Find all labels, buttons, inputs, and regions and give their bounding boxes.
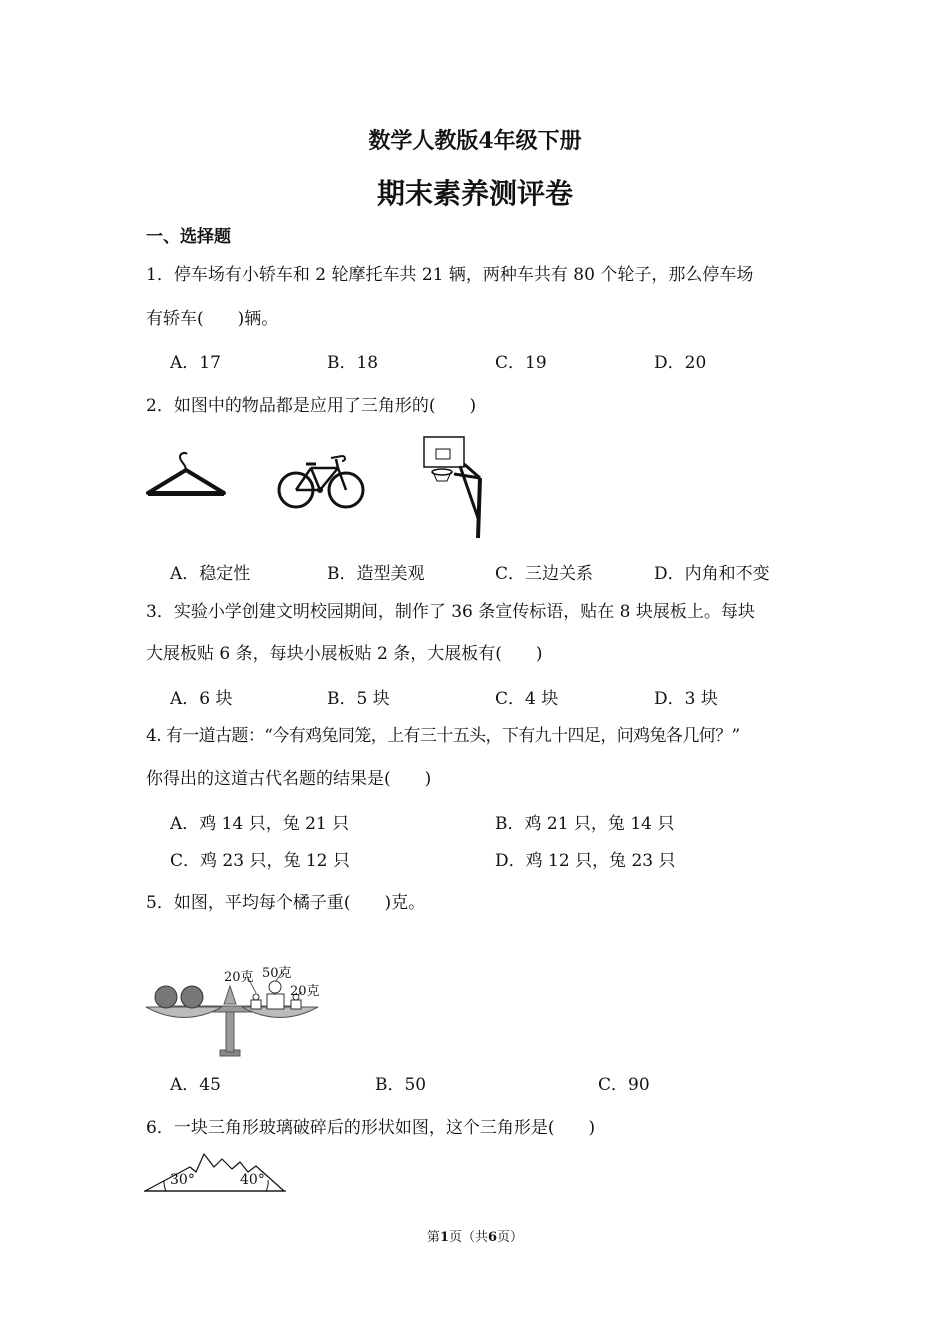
- q1-option-d: D．20: [654, 353, 707, 373]
- q4-option-d: D．鸡 12 只，兔 23 只: [495, 851, 676, 871]
- paper-title-line1: 数学人教版4年级下册: [368, 128, 582, 154]
- hanger-icon: [144, 452, 228, 500]
- question-3-line1: 3．实验小学创建文明校园期间，制作了 36 条宣传标语，贴在 8 块展板上。每块: [146, 602, 755, 622]
- q3-option-a: A．6 块: [170, 689, 233, 709]
- paper-title-line2: 期末素养测评卷: [376, 177, 573, 210]
- q2-option-a: A．稳定性: [170, 564, 251, 584]
- footer-total-pages: 6: [488, 1230, 498, 1245]
- footer-page-number: 1: [439, 1230, 449, 1245]
- q5-option-a: A．45: [170, 1075, 221, 1095]
- q4-option-a: A．鸡 14 只，兔 21 只: [170, 814, 350, 834]
- weight-label-a: 20克: [224, 970, 254, 985]
- question-1-line1: 1．停车场有小轿车和 2 轮摩托车共 21 辆，两种车共有 80 个轮子，那么停车场: [146, 265, 754, 285]
- question-4-line2: 你得出的这道古代名题的结果是( ): [146, 769, 432, 789]
- page-footer: [0, 1226, 950, 1245]
- q1-option-c: C．19: [495, 353, 547, 373]
- q2-option-c: C．三边关系: [495, 564, 594, 584]
- bicycle-icon: [276, 452, 366, 510]
- q3-option-d: D．3 块: [654, 689, 718, 709]
- question-2-line1: 2．如图中的物品都是应用了三角形的( ): [146, 396, 477, 416]
- q4-option-c: C．鸡 23 只，兔 12 只: [170, 851, 350, 871]
- q5-option-b: B．50: [375, 1075, 427, 1095]
- angle-label-right: 40°: [240, 1172, 265, 1188]
- question-5-line1: 5．如图，平均每个橘子重( )克。: [146, 893, 426, 913]
- footer-mid: 页（共: [448, 1230, 488, 1245]
- question-6-line1: 6．一块三角形玻璃破碎后的形状如图，这个三角形是( ): [146, 1118, 596, 1138]
- q1-option-a: A．17: [170, 353, 221, 373]
- question-4-line1: 4. 有一道古题：“今有鸡兔同笼，上有三十五头，下有九十四足，问鸡兔各几何？”: [146, 726, 740, 746]
- section-heading: 一、选择题: [146, 227, 231, 247]
- question-3-line2: 大展板贴 6 条，每块小展板贴 2 条，大展板有( ): [146, 644, 543, 664]
- q2-option-b: B．造型美观: [327, 564, 425, 584]
- q2-option-d: D．内角和不变: [654, 564, 770, 584]
- weight-label-c: 20克: [290, 984, 320, 999]
- footer-suffix: 页）: [497, 1230, 524, 1245]
- question-1-line2: 有轿车( )辆。: [146, 309, 279, 329]
- q3-option-c: C．4 块: [495, 689, 559, 709]
- q1-option-b: B．18: [327, 353, 379, 373]
- broken-triangle-icon: [144, 1150, 288, 1194]
- basketball-hoop-icon: [420, 434, 490, 540]
- angle-label-left: 30°: [170, 1172, 195, 1188]
- weight-label-b: 50克: [262, 966, 292, 981]
- q4-option-b: B．鸡 21 只，兔 14 只: [495, 814, 675, 834]
- q3-option-b: B．5 块: [327, 689, 390, 709]
- footer-prefix: 第: [426, 1230, 440, 1245]
- q5-option-c: C．90: [598, 1075, 650, 1095]
